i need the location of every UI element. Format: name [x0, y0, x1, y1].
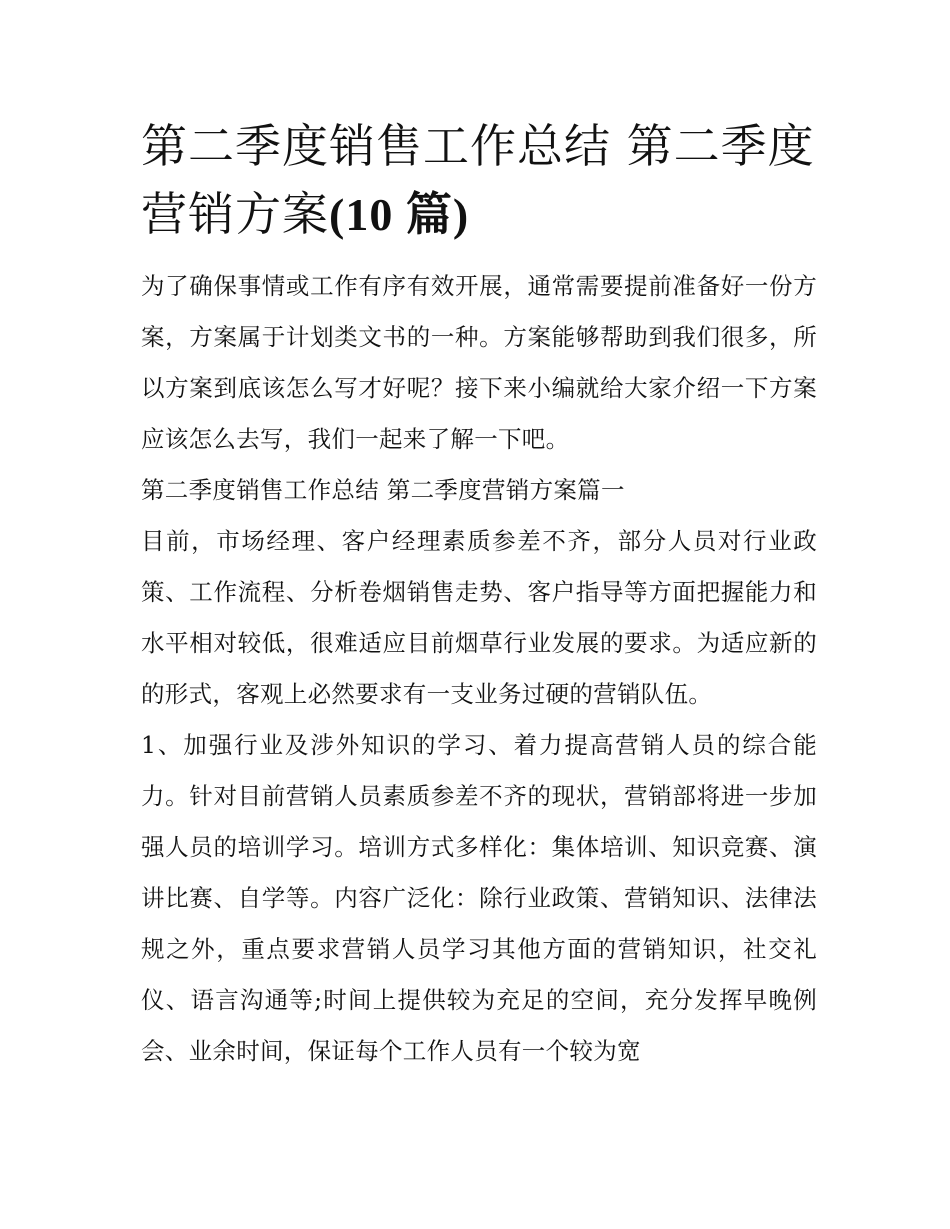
document-title-count: (10 篇) — [329, 189, 470, 240]
intro-paragraph: 为了确保事情或工作有序有效开展，通常需要提前准备好一份方案，方案属于计划类文书的一种。方案能够帮助到我们很多，所以方案到底该怎么写才好呢？接下来小编就给大家介绍一下方案应该怎么去写，我们一起来了解一下吧。 — [141, 272, 817, 453]
document-title-text: 第二季度销售工作总结 第二季度营销方案 — [141, 119, 815, 241]
section-heading: 第二季度销售工作总结 第二季度营销方案篇一 — [141, 476, 625, 504]
document-content — [141, 112, 817, 1077]
document-title — [141, 112, 817, 249]
body-paragraph: 目前，市场经理、客户经理素质参差不齐，部分人员对行业政策、工作流程、分析卷烟销售走势、客户指导等方面把握能力和水平相对较低，很难适应目前烟草行业发展的要求。为适应新的的形式，客观上必然要求有一支业务过硬的营销队伍。 — [141, 527, 817, 708]
body-paragraph: 1、加强行业及涉外知识的学习、着力提高营销人员的综合能力。针对目前营销人员素质参差不齐的现状，营销部将进一步加强人员的培训学习。培训方式多样化：集体培训、知识竞赛、演讲比赛、自学等。内容广泛化：除行业政策、营销知识、法律法规之外，重点要求营销人员学习其他方面的营销知识，社交礼仪、语言沟通等;时间上提供较为充足的空间，充分发挥早晚例会、业余时间，保证每个工作人员有一个较为宽 — [141, 731, 817, 1065]
